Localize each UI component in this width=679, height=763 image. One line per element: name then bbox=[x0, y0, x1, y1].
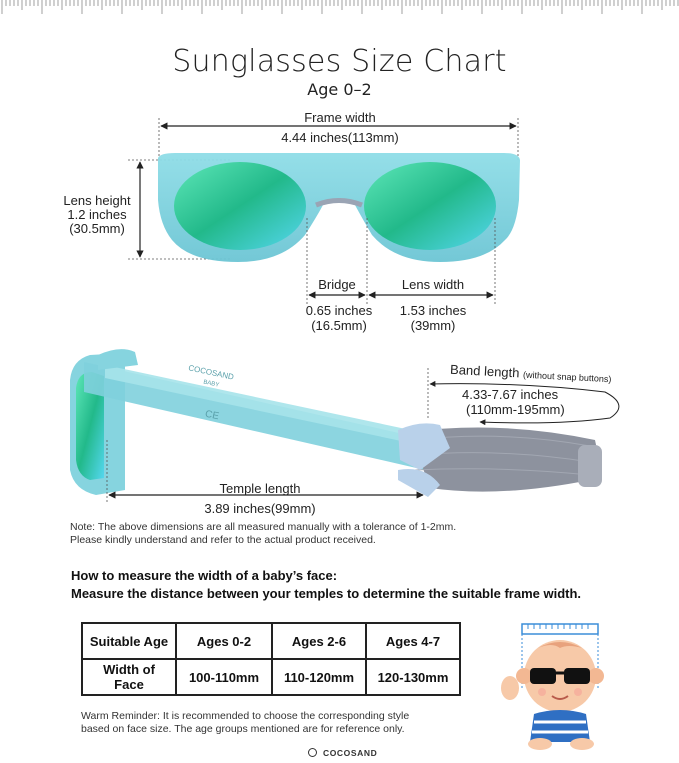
baby-illustration bbox=[498, 618, 608, 750]
footer-brand-text: COCOSAND bbox=[322, 748, 378, 758]
temple-length-label: Temple length bbox=[219, 481, 301, 496]
band-length-inches: 4.33-7.67 inches bbox=[462, 387, 559, 402]
size-table bbox=[81, 622, 461, 696]
ce-mark: CE bbox=[204, 408, 220, 423]
table-row bbox=[82, 623, 460, 659]
page-title: Sunglasses Size Chart bbox=[172, 44, 507, 79]
note-line-2: Please kindly understand and refer to the actual product received. bbox=[70, 534, 376, 546]
table-cell: 100-110mm bbox=[176, 659, 272, 695]
band-length-title: Band length bbox=[449, 361, 520, 381]
temple-sub-print: BABY bbox=[202, 379, 220, 389]
table-cell: Width of Face bbox=[82, 659, 176, 695]
warm-reminder bbox=[81, 710, 409, 736]
brand-logo-icon bbox=[308, 748, 317, 757]
table-cell: Ages 0-2 bbox=[176, 623, 272, 659]
warm-reminder-line-1: Warm Reminder: It is recommended to choose the corresponding style bbox=[81, 710, 410, 722]
table-cell: 120-130mm bbox=[366, 659, 460, 695]
strap-band bbox=[398, 423, 602, 497]
lens-width-inches: 1.53 inches bbox=[399, 303, 467, 318]
lens-width-label: Lens width bbox=[401, 277, 465, 292]
bridge-mm: (16.5mm) bbox=[311, 318, 367, 333]
lens-height-inches: 1.2 inches bbox=[67, 207, 127, 222]
page-subtitle: Age 0–2 bbox=[307, 80, 372, 99]
table-cell: Ages 2-6 bbox=[272, 623, 366, 659]
temple-brand-print: COCOSAND bbox=[187, 363, 235, 382]
lens-height-mm: (30.5mm) bbox=[69, 221, 125, 236]
table-cell: Suitable Age bbox=[82, 623, 176, 659]
band-length-note: (without snap buttons) bbox=[522, 369, 612, 385]
frame-width-value: 4.44 inches(113mm) bbox=[281, 130, 399, 145]
how-to-heading: How to measure the width of a baby’s face: bbox=[71, 568, 338, 583]
warm-reminder-line-2: based on face size. The age groups mentioned are for reference only. bbox=[81, 723, 405, 735]
table-cell: Ages 4-7 bbox=[366, 623, 460, 659]
table-row bbox=[82, 659, 460, 695]
footer-brand bbox=[308, 748, 377, 758]
band-length-mm: (110mm-195mm) bbox=[466, 402, 565, 417]
temple-length-value: 3.89 inches(99mm) bbox=[204, 501, 316, 516]
table-cell: 110-120mm bbox=[272, 659, 366, 695]
note-line-1: Note: The above dimensions are all measured manually with a tolerance of 1-2mm. bbox=[70, 521, 457, 533]
lens-height-label: Lens height bbox=[63, 193, 131, 208]
bridge-label: Bridge bbox=[318, 277, 356, 292]
bridge-inches: 0.65 inches bbox=[305, 303, 373, 318]
front-frame bbox=[158, 153, 520, 262]
lens-width-mm: (39mm) bbox=[410, 318, 456, 333]
measurement-note bbox=[70, 521, 456, 547]
how-to-instruction: Measure the distance between your temples to determine the suitable frame width. bbox=[71, 586, 582, 601]
frame-width-label: Frame width bbox=[304, 110, 376, 125]
side-frame bbox=[70, 349, 430, 495]
